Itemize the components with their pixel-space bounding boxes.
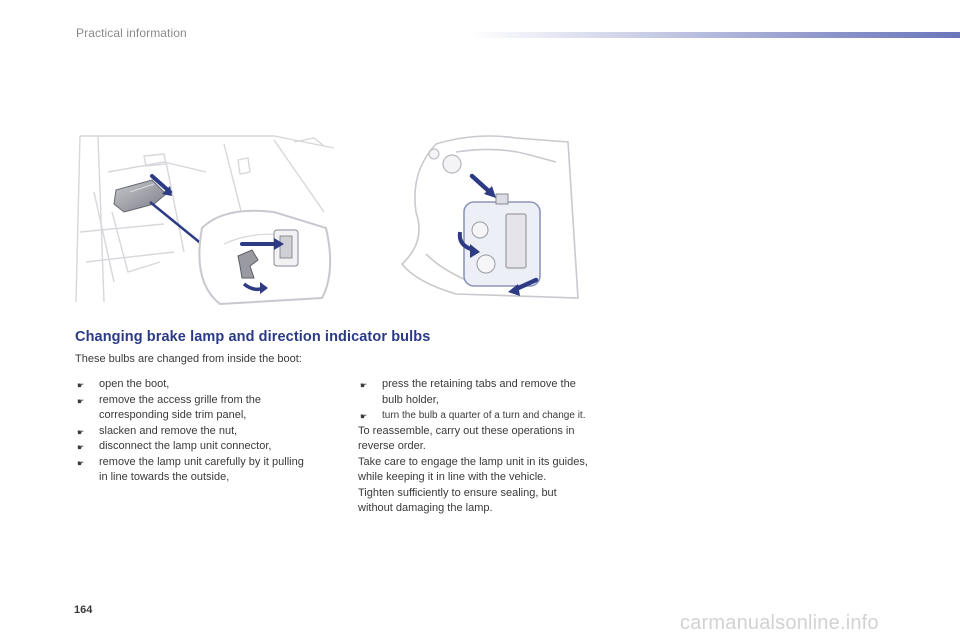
section-title: Changing brake lamp and direction indicator bulbs bbox=[75, 329, 431, 345]
steps-column-left bbox=[75, 377, 345, 486]
pointing-hand-icon: ☛ bbox=[77, 458, 85, 468]
step-line: in line towards the outside, bbox=[99, 471, 230, 483]
step-line: open the boot, bbox=[99, 378, 170, 390]
intro-text: These bulbs are changed from inside the boot: bbox=[75, 353, 302, 365]
watermark: carmanualsonline.info bbox=[680, 612, 879, 634]
step-disconnect-connector bbox=[75, 439, 345, 455]
step-remove-nut bbox=[75, 424, 345, 440]
step-line: turn the bulb a quarter of a turn and change it. bbox=[382, 410, 586, 421]
paragraph-line: without damaging the lamp. bbox=[358, 502, 493, 514]
step-line: remove the lamp unit carefully by it pulling bbox=[99, 455, 304, 468]
pointing-hand-icon: ☛ bbox=[77, 396, 85, 406]
step-remove-grille bbox=[75, 393, 345, 424]
step-remove-bulb-holder bbox=[358, 377, 628, 408]
header-gradient-bar bbox=[470, 32, 960, 38]
pointing-hand-icon: ☛ bbox=[77, 381, 85, 390]
page-number: 164 bbox=[74, 604, 93, 616]
step-remove-lamp-unit bbox=[75, 455, 345, 486]
step-line: press the retaining tabs and remove the bbox=[382, 378, 576, 390]
paragraph-line: To reassemble, carry out these operations in bbox=[358, 424, 575, 437]
sealing-paragraph bbox=[358, 486, 628, 517]
pointing-hand-icon: ☛ bbox=[77, 443, 85, 452]
boot-trim-illustration bbox=[74, 132, 336, 308]
paragraph-line: Take care to engage the lamp unit in its guides, bbox=[358, 455, 588, 468]
paragraph-line: Tighten sufficiently to ensure sealing, but bbox=[358, 486, 557, 499]
guides-paragraph bbox=[358, 455, 628, 486]
step-change-bulb bbox=[358, 408, 628, 424]
step-line: remove the access grille from the bbox=[99, 393, 262, 406]
reassemble-paragraph bbox=[358, 424, 628, 455]
paragraph-line: while keeping it in line with the vehicle. bbox=[358, 471, 547, 483]
pointing-hand-icon: ☛ bbox=[77, 427, 85, 437]
paragraph-line: reverse order. bbox=[358, 440, 426, 452]
steps-column-right bbox=[358, 377, 628, 517]
pointing-hand-icon: ☛ bbox=[360, 412, 368, 421]
step-line: bulb holder, bbox=[382, 393, 439, 406]
step-line: corresponding side trim panel, bbox=[99, 409, 247, 421]
step-open-boot bbox=[75, 377, 345, 393]
step-line: slacken and remove the nut, bbox=[99, 424, 238, 437]
step-line: disconnect the lamp unit connector, bbox=[99, 440, 272, 452]
section-header: Practical information bbox=[76, 26, 187, 40]
pointing-hand-icon: ☛ bbox=[360, 381, 368, 390]
lamp-unit-illustration bbox=[396, 132, 582, 302]
